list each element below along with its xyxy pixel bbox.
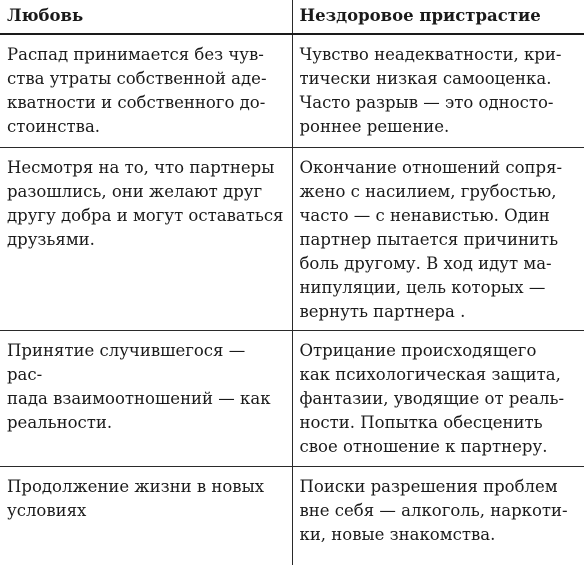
cell-text: Продолжение жизни в новых условиях: [7, 475, 286, 523]
table-cell-love: [0, 467, 292, 565]
table-cell-addiction: [292, 467, 584, 565]
table-cell-addiction: [292, 331, 584, 467]
table-cell-love: [0, 148, 292, 331]
cell-text: Несмотря на то, что партнеры разошлись, они желают друг другу добра и могут оставаться друзьями.: [7, 156, 286, 252]
table-header-row: [0, 0, 584, 34]
cell-text: Поиски разрешения проблем вне себя — алкоголь, наркоти- ки, новые знакомства.: [300, 475, 579, 547]
cell-text: Принятие случившегося — рас- пада взаимоотношений — как реальности.: [7, 339, 286, 435]
cell-text: Распад принимается без чув- ства утраты собственной аде- кватности и собственного до- стоинства.: [7, 43, 286, 139]
cell-text: Отрицание происходящего как психологическая защита, фантазии, уводящие от реаль- ности. Попытка обесценить свое отношение к партнеру.: [300, 339, 579, 459]
table-row: [0, 34, 584, 148]
table-row: [0, 148, 584, 331]
header-love: Любовь: [0, 0, 292, 34]
table-cell-addiction: [292, 148, 584, 331]
table-cell-love: [0, 331, 292, 467]
table-row: [0, 467, 584, 565]
table-cell-love: [0, 34, 292, 148]
header-unhealthy-addiction: Нездоровое пристрастие: [292, 0, 584, 34]
table-cell-addiction: [292, 34, 584, 148]
cell-text: Чувство неадекватности, кри- тически низкая самооценка. Часто разрыв — это односто- роннее решение.: [300, 43, 579, 139]
cell-text: Окончание отношений сопря- жено с насилием, грубостью, часто — с ненавистью. Один партнер пытается причинить боль другому. В ход идут ма- нипуляции, цель которых — вернуть партнера .: [300, 156, 579, 324]
table-row: [0, 331, 584, 467]
